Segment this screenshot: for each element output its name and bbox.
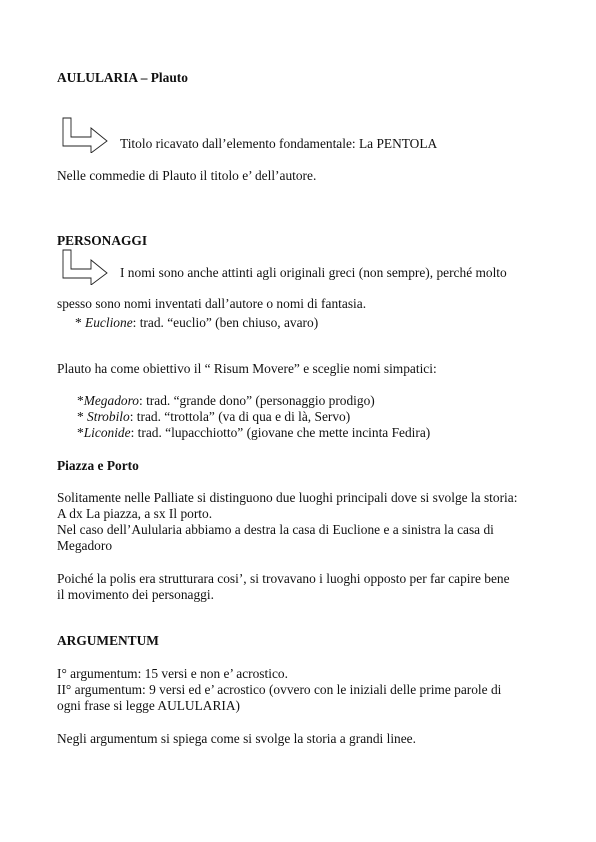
personaggi-note-line1: I nomi sono anche attinti agli originali greci (non sempre), perché molto [120,265,507,280]
argumentum-line: I° argumentum: 15 versi e non e’ acrostico. [57,666,288,681]
bullet-marker: * [77,393,84,408]
character-translation: : trad. “trottola” (va di qua e di là, Servo) [129,409,351,424]
bullet-marker: * [77,425,84,440]
piazza-heading: Piazza e Porto [57,458,139,473]
character-name: Strobilo [87,409,130,424]
argumentum-heading: ARGUMENTUM [57,633,159,648]
argumentum-line: ogni frase si legge AULULARIA) [57,698,240,713]
bullet-marker: * [75,315,86,330]
document-title: AULULARIA – Plauto [57,70,188,85]
personaggi-heading: PERSONAGGI [57,233,148,248]
character-name: Megadoro [83,393,139,408]
piazza-line: Solitamente nelle Palliate si distinguono due luoghi principali dove si svolge la storia: [57,490,518,505]
character-strobilo [77,409,350,425]
character-name: Euclione [85,315,133,330]
right-arrow-icon [61,249,109,285]
character-translation: : trad. “grande dono” (personaggio prodigo) [139,393,375,408]
polis-line: il movimento dei personaggi. [57,587,214,602]
title-note: Titolo ricavato dall’elemento fondamentale: La PENTOLA [120,136,438,151]
character-translation: : trad. “euclio” (ben chiuso, avaro) [132,315,319,330]
character-name: Liconide [83,425,131,440]
character-translation: : trad. “lupacchiotto” (giovane che mette incinta Fedira) [130,425,431,440]
personaggi-note-line2: spesso sono nomi inventati dall’autore o nomi di fantasia. [57,296,367,311]
intro-paragraph: Nelle commedie di Plauto il titolo e’ dell’autore. [57,168,317,183]
argumentum-line: II° argumentum: 9 versi ed e’ acrostico (ovvero con le iniziali delle prime parole di [57,682,502,697]
risum-movere-paragraph: Plauto ha come obiettivo il “ Risum Movere” e sceglie nomi simpatici: [57,361,437,376]
argumentum-closing: Negli argumentum si spiega come si svolge la storia a grandi linee. [57,731,416,746]
piazza-line: Megadoro [57,538,113,553]
character-euclione [75,315,318,331]
character-megadoro [77,393,375,409]
right-arrow-icon [61,117,109,153]
piazza-line: A dx La piazza, a sx Il porto. [57,506,213,521]
character-liconide [77,425,430,441]
bullet-marker: * [77,409,88,424]
polis-line: Poiché la polis era strutturara cosi’, si trovavano i luoghi opposto per far capire bene [57,571,510,586]
piazza-line: Nel caso dell’Aulularia abbiamo a destra la casa di Euclione e a sinistra la casa di [57,522,494,537]
